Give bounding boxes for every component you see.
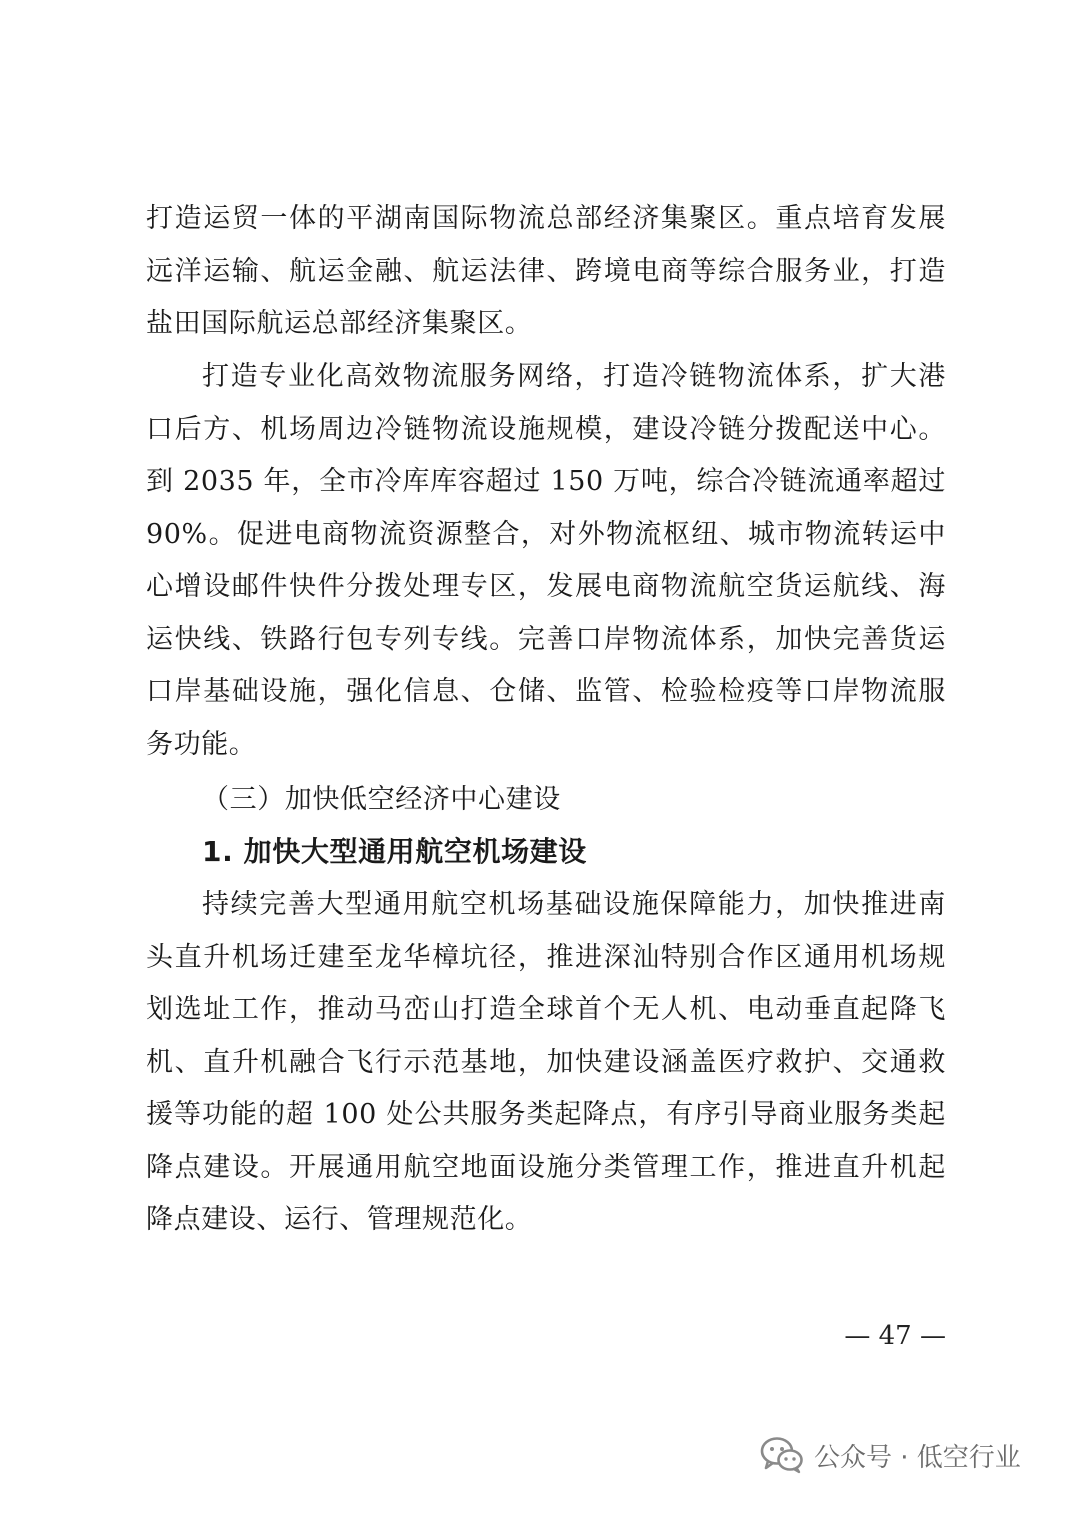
section-heading: （三）加快低空经济中心建设 [202,784,561,815]
watermark-text: 公众号 · 低空行业 [814,1442,1021,1473]
subsection-heading: 1. 加快大型通用航空机场建设 [202,835,587,868]
wechat-watermark [760,1430,1021,1480]
paragraph-2: 打造专业化高效物流服务网络，打造冷链物流体系，扩大港口后方、机场周边冷链物流设施规模，建设冷链分拨配送中心。到 2035 年，全市冷库库容超过 150 万吨，综合冷链流通率超过 90%。促进电商物流资源整合，对外物流枢纽、城市物流转运中心增设邮件快件分拨处理专区，发展电商物流航空货运航线、海运快线、铁路行包专列专线。完善口岸物流体系，加快完善货运口岸基础设施，强化信息、仓储、监管、检验检疫等口岸物流服务功能。 [146,361,946,760]
page-number: — 47 — [844,1321,946,1351]
paragraph-1: 打造运贸一体的平湖南国际物流总部经济集聚区。重点培育发展远洋运输、航运金融、航运法律、跨境电商等综合服务业，打造盐田国际航运总部经济集聚区。 [146,203,946,339]
paragraph-3: 持续完善大型通用航空机场基础设施保障能力，加快推进南头直升机场迁建至龙华樟坑径，推进深汕特别合作区通用机场规划选址工作，推动马峦山打造全球首个无人机、电动垂直起降飞机、直升机融合飞行示范基地，加快建设涵盖医疗救护、交通救援等功能的超 100 处公共服务类起降点，有序引导商业服务类起降点建设。开展通用航空地面设施分类管理工作，推进直升机起降点建设、运行、管理规范化。 [146,889,946,1235]
wechat-icon [760,1436,804,1474]
